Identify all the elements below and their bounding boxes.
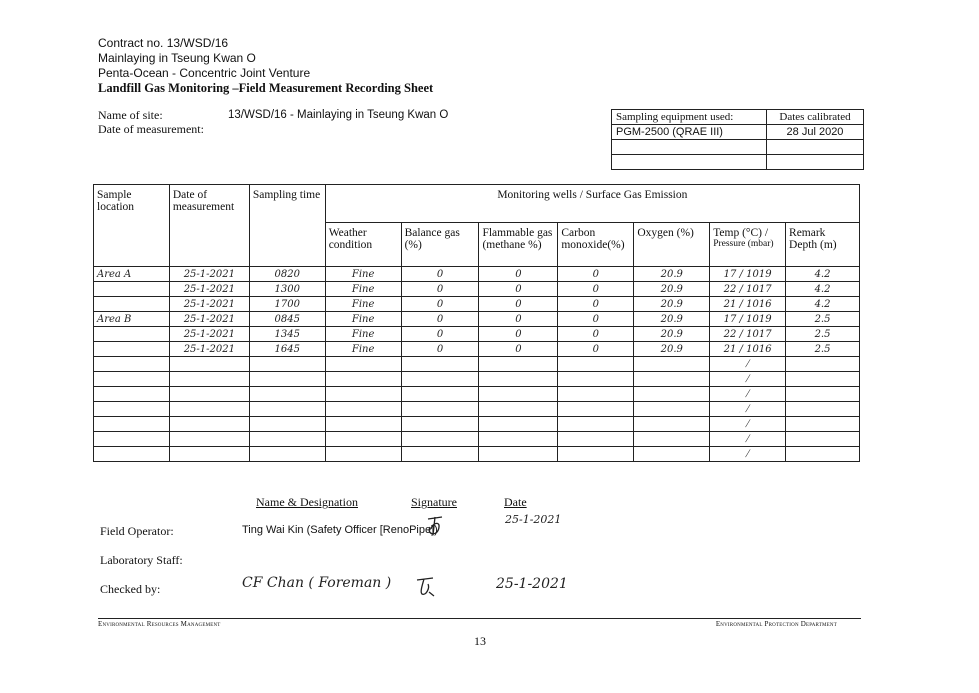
empty-cell [94, 447, 170, 462]
empty-cell [249, 402, 325, 417]
empty-cell [634, 372, 710, 387]
empty-cell [325, 417, 401, 432]
cell-time: 0845 [249, 312, 325, 327]
cell-carbon: 0 [558, 327, 634, 342]
cell-balance: 0 [401, 282, 479, 297]
empty-temp-slash: / [744, 448, 751, 460]
measurement-table [93, 184, 860, 462]
empty-cell [786, 417, 860, 432]
cell-carbon: 0 [558, 312, 634, 327]
checked-by-date: 25-1-2021 [496, 576, 568, 592]
contractor-name: Penta-Ocean - Concentric Joint Venture [98, 66, 311, 80]
page-number: 13 [474, 634, 486, 648]
empty-cell [558, 402, 634, 417]
cell-flammable: 0 [479, 267, 558, 282]
empty-cell [325, 387, 401, 402]
cell-location [94, 327, 170, 342]
header-balance-gas: Balance gas (%) [401, 223, 479, 267]
empty-cell [94, 357, 170, 372]
table-row [94, 282, 860, 297]
cell-date: 25-1-2021 [169, 282, 249, 297]
empty-temp-slash: / [744, 403, 751, 415]
empty-cell [634, 432, 710, 447]
cell-balance: 0 [401, 267, 479, 282]
empty-row [94, 402, 860, 417]
signoff-date-header: Date [504, 495, 527, 509]
empty-cell [786, 357, 860, 372]
empty-cell [479, 372, 558, 387]
empty-cell [249, 357, 325, 372]
empty-row [94, 357, 860, 372]
empty-cell [401, 387, 479, 402]
empty-cell [558, 387, 634, 402]
cell-weather: Fine [325, 312, 401, 327]
header-temp: Temp (°C) / [713, 227, 769, 239]
empty-cell [710, 372, 786, 387]
empty-cell [401, 402, 479, 417]
header-weather: Weather condition [325, 223, 401, 267]
cell-location [94, 282, 170, 297]
cell-oxygen: 20.9 [634, 282, 710, 297]
empty-cell [325, 432, 401, 447]
empty-cell [634, 417, 710, 432]
cell-flammable: 0 [479, 297, 558, 312]
empty-cell [169, 357, 249, 372]
header-monitoring-group: Monitoring wells / Surface Gas Emission [325, 185, 859, 223]
empty-cell [401, 417, 479, 432]
empty-cell [169, 387, 249, 402]
table-row [94, 297, 860, 312]
empty-cell [169, 372, 249, 387]
empty-cell [558, 432, 634, 447]
empty-cell [401, 372, 479, 387]
empty-cell [786, 402, 860, 417]
empty-cell [325, 372, 401, 387]
cell-carbon: 0 [558, 297, 634, 312]
cell-remark: 2.5 [786, 342, 860, 357]
field-operator-date: 25-1-2021 [505, 513, 562, 526]
table-row [94, 267, 860, 282]
header-date-of-measurement: Date of measurement [169, 185, 249, 267]
field-operator-signature [424, 513, 446, 539]
sampling-equipment-table [611, 109, 864, 170]
empty-cell [634, 387, 710, 402]
empty-temp-slash: / [744, 418, 751, 430]
empty-cell [710, 432, 786, 447]
empty-cell [479, 387, 558, 402]
empty-cell [169, 417, 249, 432]
cell-flammable: 0 [479, 327, 558, 342]
cell-time: 0820 [249, 267, 325, 282]
empty-cell [558, 357, 634, 372]
cell-oxygen: 20.9 [634, 312, 710, 327]
empty-temp-slash: / [744, 388, 751, 400]
empty-cell [401, 432, 479, 447]
header-pressure: Pressure (mbar) [713, 239, 774, 249]
header-temp-pressure [710, 223, 786, 267]
cell-weather: Fine [325, 297, 401, 312]
empty-cell [94, 432, 170, 447]
empty-cell [786, 372, 860, 387]
table-row [94, 327, 860, 342]
empty-row [94, 417, 860, 432]
equipment-value: PGM-2500 (QRAE III) [612, 125, 767, 140]
empty-cell [479, 417, 558, 432]
cell-temp: 21 / 1016 [710, 297, 786, 312]
cell-balance: 0 [401, 312, 479, 327]
header-flammable-gas: Flammable gas (methane %) [479, 223, 558, 267]
empty-cell [479, 447, 558, 462]
cell-time: 1700 [249, 297, 325, 312]
empty-cell [325, 447, 401, 462]
empty-cell [325, 357, 401, 372]
empty-cell [401, 447, 479, 462]
empty-cell [169, 447, 249, 462]
header-sampling-time: Sampling time [249, 185, 325, 267]
empty-cell [249, 372, 325, 387]
empty-cell [634, 447, 710, 462]
cell-oxygen: 20.9 [634, 267, 710, 282]
cell-balance: 0 [401, 297, 479, 312]
project-name: Mainlaying in Tseung Kwan O [98, 51, 256, 65]
empty-cell [479, 357, 558, 372]
empty-cell [169, 402, 249, 417]
calibrated-header: Dates calibrated [767, 110, 864, 125]
header-remark-depth: Remark Depth (m) [786, 223, 860, 267]
empty-cell [249, 447, 325, 462]
field-operator-label: Field Operator: [100, 524, 174, 538]
header-oxygen: Oxygen (%) [634, 223, 710, 267]
empty-cell [325, 402, 401, 417]
cell-temp: 21 / 1016 [710, 342, 786, 357]
empty-temp-slash: / [744, 433, 751, 445]
empty-cell [249, 387, 325, 402]
empty-row [94, 447, 860, 462]
cell-weather: Fine [325, 267, 401, 282]
equipment-header: Sampling equipment used: [612, 110, 767, 125]
empty-temp-slash: / [744, 373, 751, 385]
empty-cell [249, 417, 325, 432]
cell-balance: 0 [401, 327, 479, 342]
empty-cell [786, 432, 860, 447]
empty-cell [558, 417, 634, 432]
signoff-signature-header: Signature [411, 495, 457, 509]
cell-time: 1645 [249, 342, 325, 357]
cell-flammable: 0 [479, 282, 558, 297]
cell-remark: 4.2 [786, 267, 860, 282]
header-sample-location: Sample location [94, 185, 170, 267]
empty-row [94, 432, 860, 447]
footer-divider [98, 618, 861, 619]
calibrated-value: 28 Jul 2020 [767, 125, 864, 140]
empty-cell [94, 402, 170, 417]
empty-cell [634, 357, 710, 372]
empty-cell [401, 357, 479, 372]
empty-cell [786, 447, 860, 462]
cell-remark: 4.2 [786, 282, 860, 297]
header-carbon-monoxide: Carbon monoxide(%) [558, 223, 634, 267]
checked-by-signature [414, 574, 436, 600]
checked-by-name: CF Chan ( Foreman ) [242, 575, 392, 591]
footer-left: Environmental Resources Management [98, 620, 221, 628]
empty-cell [479, 402, 558, 417]
cell-carbon: 0 [558, 267, 634, 282]
checked-by-label: Checked by: [100, 582, 161, 596]
field-operator-name: Ting Wai Kin (Safety Officer [RenoPipe]) [242, 524, 438, 536]
cell-time: 1345 [249, 327, 325, 342]
cell-location [94, 297, 170, 312]
cell-date: 25-1-2021 [169, 297, 249, 312]
cell-temp: 22 / 1017 [710, 282, 786, 297]
measurement-date-label: Date of measurement: [98, 122, 204, 136]
laboratory-staff-label: Laboratory Staff: [100, 553, 183, 567]
empty-cell [169, 432, 249, 447]
empty-temp-slash: / [744, 358, 751, 370]
cell-flammable: 0 [479, 312, 558, 327]
empty-cell [710, 402, 786, 417]
cell-carbon: 0 [558, 282, 634, 297]
cell-date: 25-1-2021 [169, 327, 249, 342]
cell-temp: 17 / 1019 [710, 267, 786, 282]
empty-cell [94, 417, 170, 432]
empty-cell [786, 387, 860, 402]
cell-remark: 4.2 [786, 297, 860, 312]
empty-cell [710, 447, 786, 462]
cell-temp: 22 / 1017 [710, 327, 786, 342]
cell-oxygen: 20.9 [634, 342, 710, 357]
cell-flammable: 0 [479, 342, 558, 357]
footer-right: Environmental Protection Department [715, 620, 837, 628]
cell-location: Area A [94, 267, 170, 282]
cell-remark: 2.5 [786, 312, 860, 327]
cell-balance: 0 [401, 342, 479, 357]
cell-date: 25-1-2021 [169, 342, 249, 357]
cell-date: 25-1-2021 [169, 267, 249, 282]
empty-cell [710, 417, 786, 432]
cell-temp: 17 / 1019 [710, 312, 786, 327]
contract-number: Contract no. 13/WSD/16 [98, 36, 229, 50]
empty-cell [634, 402, 710, 417]
empty-cell [558, 372, 634, 387]
cell-location: Area B [94, 312, 170, 327]
empty-cell [249, 432, 325, 447]
cell-weather: Fine [325, 282, 401, 297]
cell-weather: Fine [325, 342, 401, 357]
empty-cell [558, 447, 634, 462]
site-name-label: Name of site: [98, 108, 163, 122]
empty-cell [94, 387, 170, 402]
cell-oxygen: 20.9 [634, 327, 710, 342]
empty-cell [710, 357, 786, 372]
site-name-value: 13/WSD/16 - Mainlaying in Tseung Kwan O [228, 109, 449, 121]
sheet-title: Landfill Gas Monitoring –Field Measurement Recording Sheet [98, 81, 434, 95]
empty-row [94, 372, 860, 387]
empty-cell [479, 432, 558, 447]
empty-cell [94, 372, 170, 387]
signoff-name-header: Name & Designation [256, 495, 358, 509]
table-row [94, 312, 860, 327]
empty-cell [710, 387, 786, 402]
cell-oxygen: 20.9 [634, 297, 710, 312]
cell-weather: Fine [325, 327, 401, 342]
cell-date: 25-1-2021 [169, 312, 249, 327]
cell-carbon: 0 [558, 342, 634, 357]
cell-location [94, 342, 170, 357]
cell-remark: 2.5 [786, 327, 860, 342]
empty-row [94, 387, 860, 402]
cell-time: 1300 [249, 282, 325, 297]
table-row [94, 342, 860, 357]
